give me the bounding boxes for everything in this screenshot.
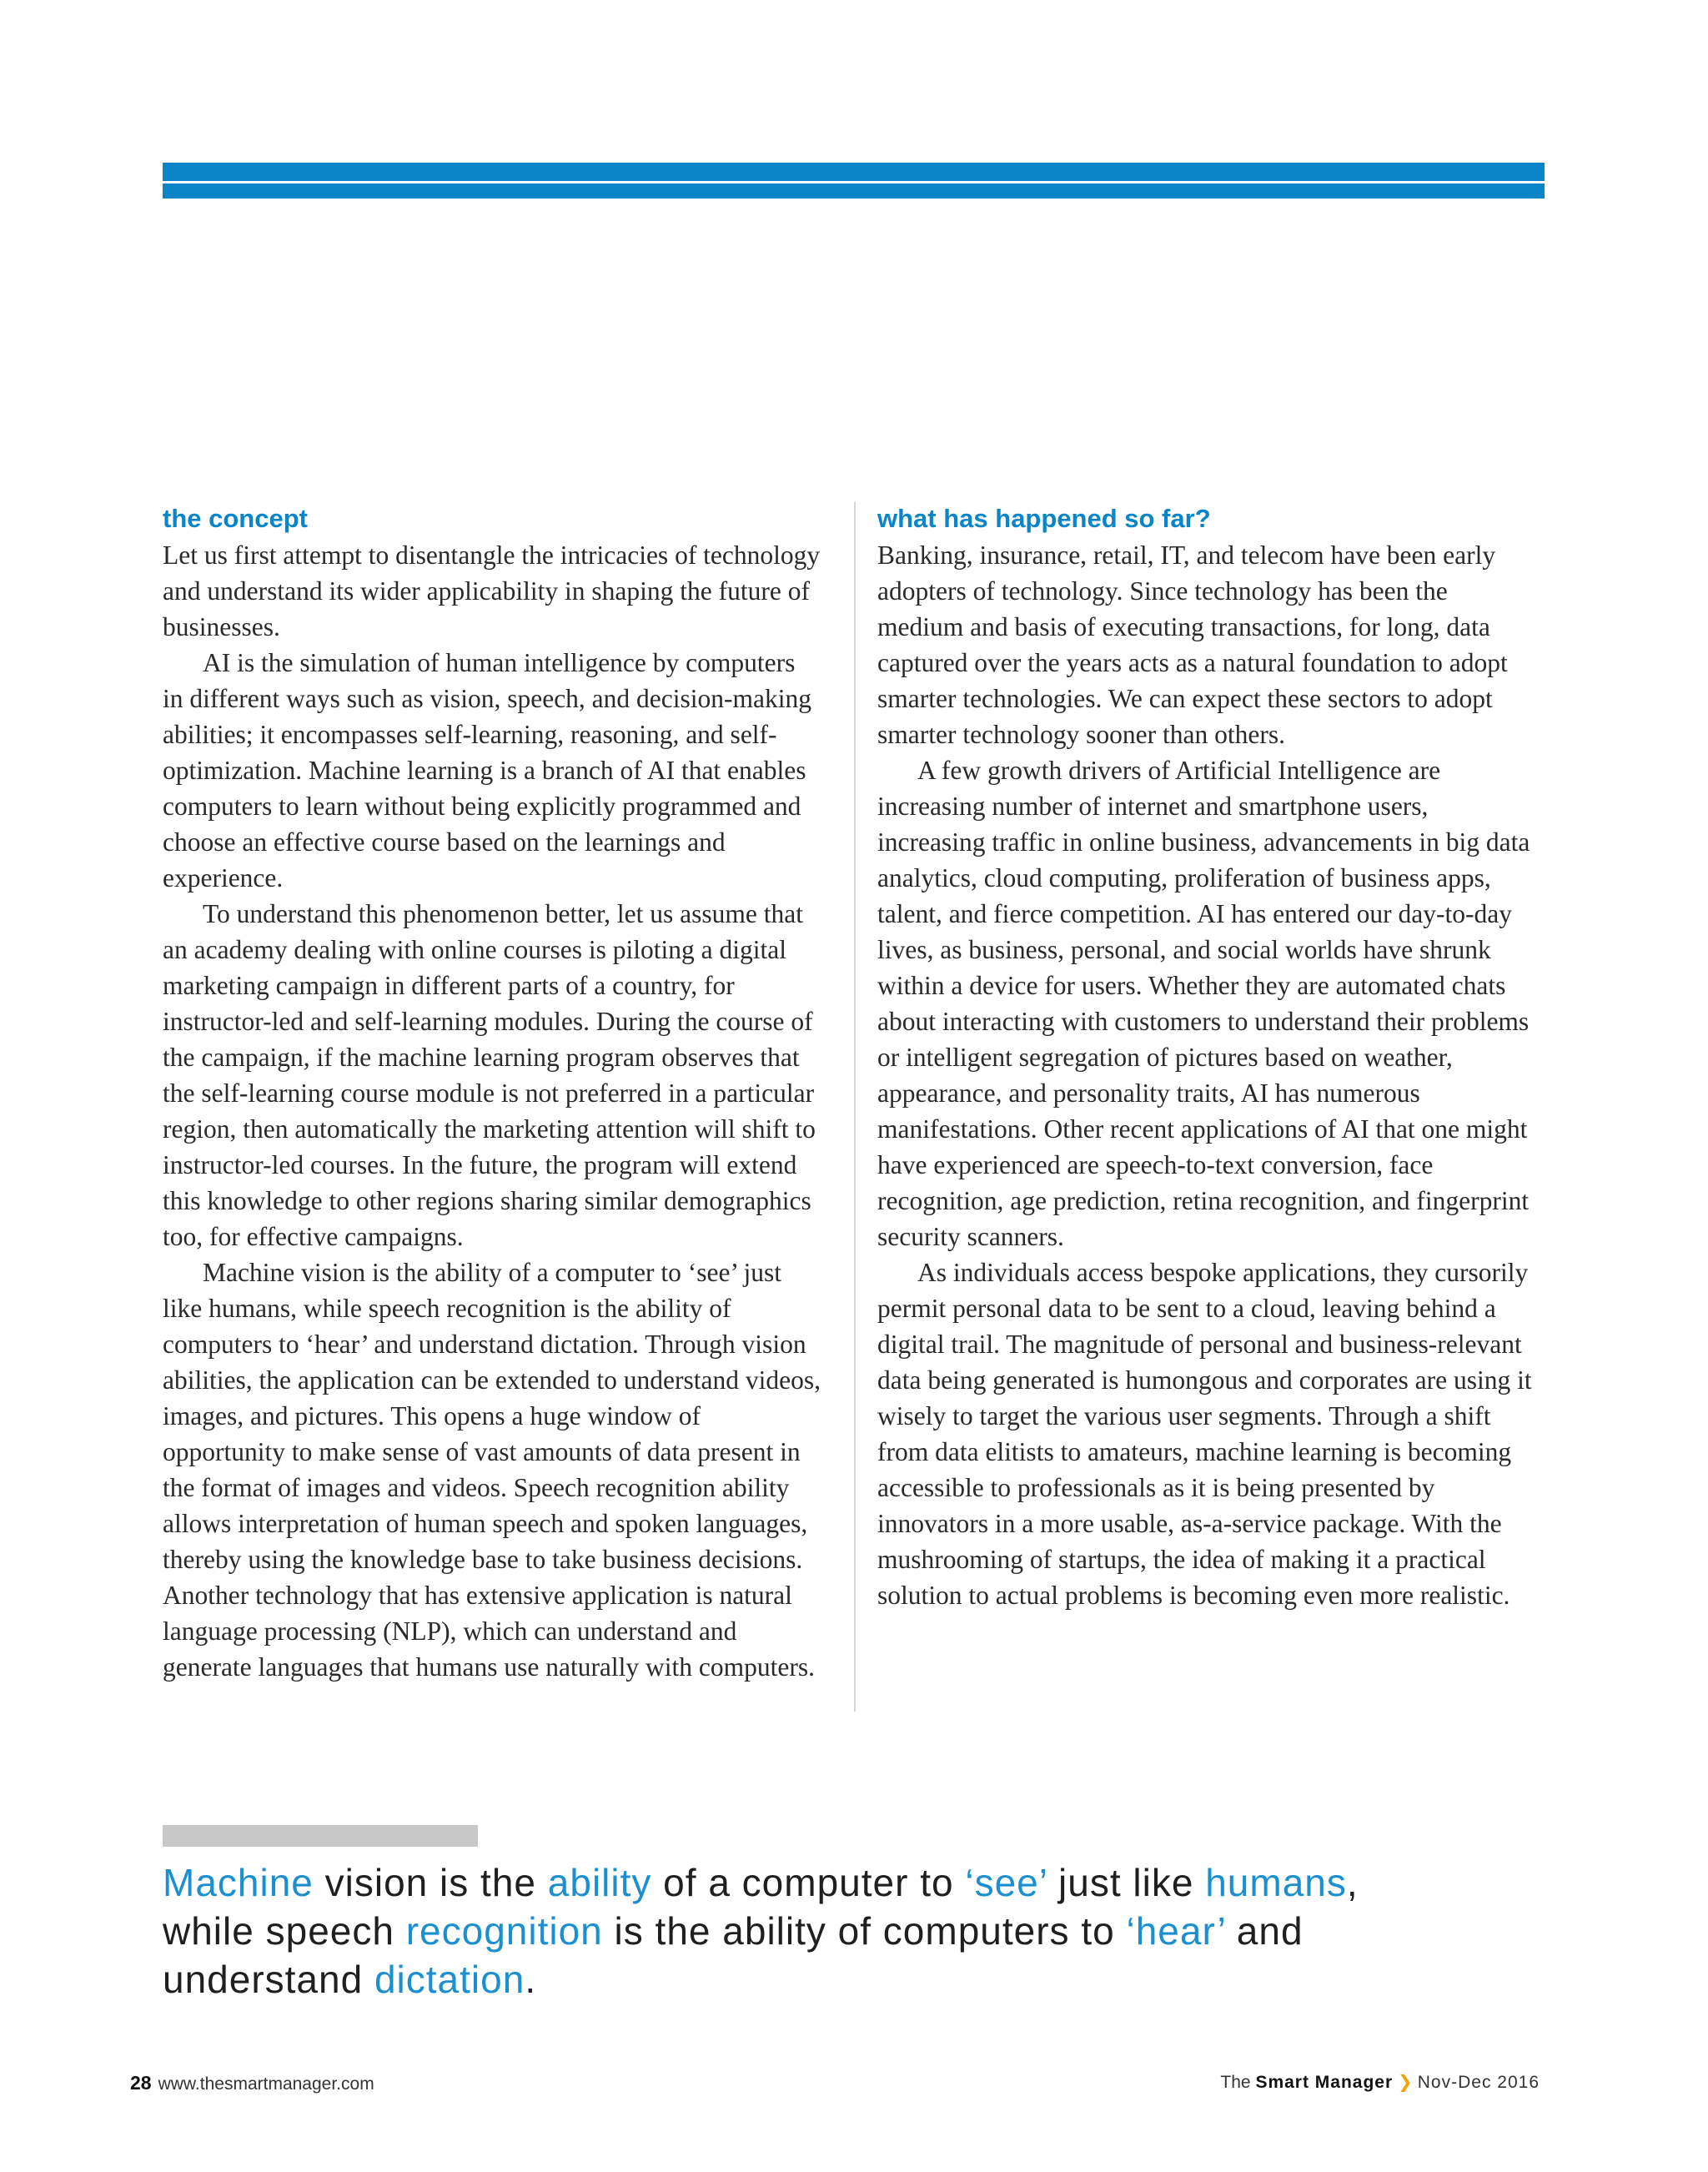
- pull-quote-highlight: ‘see’: [965, 1861, 1047, 1904]
- pull-quote-text: is the ability of computers to: [602, 1909, 1127, 1953]
- paragraph: Banking, insurance, retail, IT, and telecom have been early adopters of technology. Since technology has been the medium and basis of executing transactions, for long, data captured over the years acts as a natural foundation to adopt smarter technologies. We can expect these sectors to adopt smarter technology sooner than others.: [877, 540, 1508, 749]
- column-divider: [854, 502, 856, 1712]
- pull-quote-highlight: humans: [1205, 1861, 1347, 1904]
- paragraph: A few growth drivers of Artificial Intelligence are increasing number of internet and smartphone users, increasing traffic in online business, advancements in big data analytics, cloud computing, proliferation of business apps, talent, and fierce competition. AI has entered our day-to-day lives, as business, personal, and social worlds have shrunk within a device for users. Whether they are automated chats about interacting with customers to understand their problems or intelligent segregation of pictures based on weather, appearance, and personality traits, AI has numerous manifestations. Other recent applications of AI that one might have experienced are speech-to-text conversion, face recognition, age prediction, retina recognition, and fingerprint security scanners.: [877, 756, 1530, 1251]
- right-column: [877, 502, 1536, 1613]
- paragraph: Machine vision is the ability of a computer to ‘see’ just like humans, while speech recognition is the ability of computers to ‘hear’ and understand dictation. Through vision abilities, the application can be extended to understand videos, images, and pictures. This opens a huge window of opportunity to make sense of vast amounts of data present in the format of images and videos. Speech recognition ability allows interpretation of human speech and spoken languages, thereby using the knowledge base to take business decisions. Another technology that has extensive application is natural language processing (NLP), which can understand and generate languages that humans use naturally with computers.: [163, 1258, 821, 1682]
- footer-right: [1220, 2072, 1540, 2093]
- pull-quote-highlight: Machine: [163, 1861, 314, 1904]
- pull-quote-text: just like: [1047, 1861, 1206, 1904]
- section-heading-concept: the concept: [163, 504, 308, 533]
- pull-quote-text: and understand: [163, 1909, 1304, 2001]
- pull-quote-bar: [163, 1825, 478, 1847]
- pull-quote-highlight: dictation: [374, 1958, 525, 2001]
- chevron-right-icon: ❯: [1398, 2073, 1413, 2092]
- page-number: 28: [130, 2072, 152, 2094]
- paragraph: AI is the simulation of human intelligence by computers in different ways such as vision, speech, and decision-making abilities; it encompasses self-learning, reasoning, and self-optimization. Machine learning is a branch of AI that enables computers to learn without being explicitly programmed and choose an effective course based on the learnings and experience.: [163, 648, 811, 892]
- pull-quote: [163, 1858, 1414, 2004]
- magazine-name: Smart Manager: [1255, 2073, 1394, 2092]
- pull-quote-text: of a computer to: [651, 1861, 966, 1904]
- pull-quote-highlight: recognition: [405, 1909, 603, 1953]
- left-column: [163, 502, 821, 1685]
- footer-left: [130, 2072, 374, 2094]
- magazine-the: The: [1220, 2073, 1251, 2092]
- paragraph: As individuals access bespoke applications, they cursorily permit personal data to be sent to a cloud, leaving behind a digital trail. The magnitude of personal and business-relevant data being generated is humongous and corporates are using it wisely to target the various user segments. Through a shift from data elitists to amateurs, machine learning is becoming accessible to professionals as it is being presented by innovators in a more usable, as-a-service package. With the mushrooming of startups, the idea of making it a practical solution to actual problems is becoming even more realistic.: [877, 1258, 1532, 1610]
- pull-quote-text: .: [525, 1958, 537, 2001]
- section-heading-so-far: what has happened so far?: [877, 504, 1211, 533]
- issue-date: Nov-Dec 2016: [1417, 2073, 1540, 2092]
- header-blue-rule: [163, 184, 1545, 199]
- header-blue-bar: [163, 163, 1545, 181]
- pull-quote-text: , while speech: [163, 1861, 1359, 1953]
- pull-quote-text: vision is the: [313, 1861, 548, 1904]
- paragraph: To understand this phenomenon better, let us assume that an academy dealing with online courses is piloting a digital marketing campaign in different parts of a country, for instructor-led and self-learning modules. During the course of the campaign, if the machine learning program observes that the self-learning course module is not preferred in a particular region, then automatically the marketing attention will shift to instructor-led courses. In the future, the program will extend this knowledge to other regions sharing similar demographics too, for effective campaigns.: [163, 899, 816, 1251]
- pull-quote-highlight: ‘hear’: [1126, 1909, 1225, 1953]
- paragraph: Let us first attempt to disentangle the intricacies of technology and understand its wider applicability in shaping the future of businesses.: [163, 540, 821, 641]
- pull-quote-highlight: ability: [547, 1861, 652, 1904]
- website-link[interactable]: www.thesmartmanager.com: [158, 2074, 374, 2094]
